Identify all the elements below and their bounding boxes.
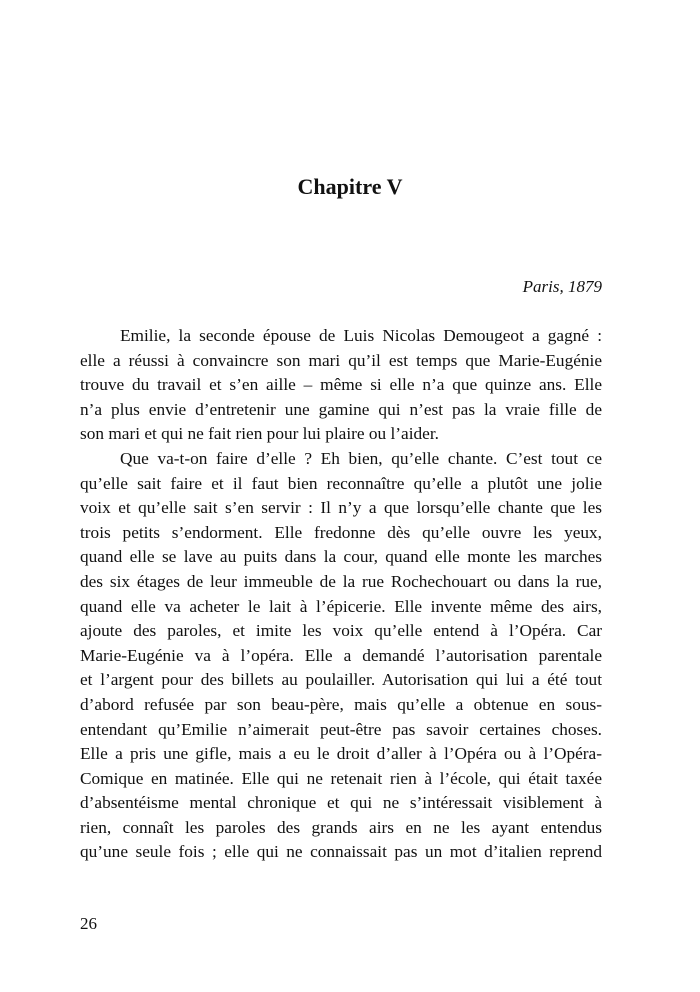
place-date: Paris, 1879 (522, 277, 602, 296)
chapter-title: Chapitre V (297, 174, 403, 199)
text-line: qu’une seule fois ; elle qui ne connaissait pas un mot d’italien reprend (80, 842, 602, 862)
text-line: Que va-t-on faire d’elle ? Eh bien, qu’elle chante. C’est tout ce (120, 448, 602, 468)
text-line: trois petits s’endorment. Elle fredonne dès qu’elle ouvre les yeux, (80, 522, 602, 542)
text-line: quand elle se lave au puits dans la cour, quand elle monte les marches (80, 547, 602, 567)
text-line: Marie-Eugénie va à l’opéra. Elle a demandé l’autorisation parentale (80, 645, 602, 665)
text-line: d’abord refusée par son beau-père, mais qu’elle a obtenue en sous- (80, 694, 602, 714)
text-line: n’a plus envie d’entretenir une gamine qui n’est pas la vraie fille de (80, 399, 602, 419)
text-line: rien, connaît les paroles des grands airs en ne les ayant entendus (80, 817, 602, 837)
text-line: Comique en matinée. Elle qui ne retenait rien à l’école, qui était taxée (80, 768, 602, 788)
paragraph (80, 324, 602, 447)
text-line: qu’elle sait faire et il faut bien reconnaître qu’elle a plutôt une jolie (80, 473, 602, 493)
paragraph (80, 447, 602, 865)
text-line: Emilie, la seconde épouse de Luis Nicolas Demougeot a gagné : (120, 326, 602, 345)
text-line: son mari et qui ne fait rien pour lui plaire ou l’aider. (80, 424, 439, 444)
text-line: d’absentéisme mental chronique et qui ne s’intéressait visiblement à (80, 793, 602, 813)
text-line: ajoute des paroles, et imite les voix qu’elle entend à l’Opéra. Car (80, 621, 602, 641)
text-line: Elle a pris une gifle, mais a eu le droit d’aller à l’Opéra ou à l’Opéra- (80, 744, 602, 764)
text-line: entendant qu’Emilie n’aimerait peut-être pas savoir certaines choses. (80, 719, 602, 739)
text-line: elle a réussi à convaincre son mari qu’il est temps que Marie-Eugénie (80, 350, 602, 370)
text-line: quand elle va acheter le lait à l’épicerie. Elle invente même des airs, (80, 596, 602, 616)
page-number: 26 (80, 914, 97, 933)
body-text (80, 324, 602, 865)
text-line: et l’argent pour des billets au poulailler. Autorisation qui lui a été tout (80, 670, 602, 690)
text-line: trouve du travail et s’en aille – même si elle n’a que quinze ans. Elle (80, 375, 602, 395)
text-line: des six étages de leur immeuble de la rue Rochechouart ou dans la rue, (80, 571, 602, 591)
text-line: voix et qu’elle sait s’en servir : Il n’y a que lorsqu’elle chante que les (80, 498, 602, 518)
